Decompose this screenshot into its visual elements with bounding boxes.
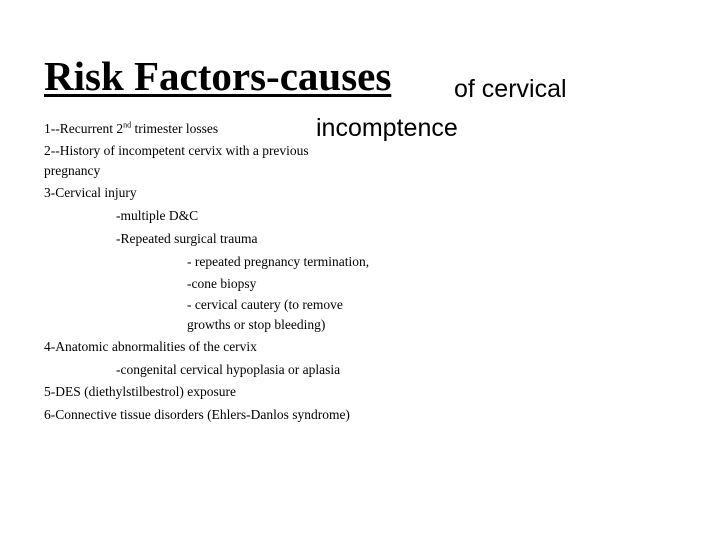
slide-title-continuation: of cervical	[454, 75, 567, 103]
ordinal-superscript: nd	[123, 120, 132, 130]
list-item-connective-tissue: 6-Connective tissue disorders (Ehlers-Danlos syndrome)	[44, 407, 350, 422]
list-item-des: 5-DES (diethylstilbestrol) exposure	[44, 384, 236, 399]
list-item-cervical-injury: 3-Cervical injury	[44, 185, 137, 200]
slide-title-second-line: incomptence	[316, 114, 458, 142]
slide-title: Risk Factors-causes	[44, 53, 392, 99]
list-item-history-cont: pregnancy	[44, 163, 101, 178]
sub-item-dc: -multiple D&C	[116, 208, 199, 223]
list-item-history: 2--History of incompetent cervix with a previous	[44, 143, 309, 158]
list-item-recurrent-losses	[44, 122, 218, 136]
list-item-text: trimester losses	[131, 121, 219, 136]
sub-sub-item-termination: - repeated pregnancy termination,	[187, 254, 370, 269]
list-item-anatomic: 4-Anatomic abnormalities of the cervix	[44, 339, 257, 354]
sub-item-congenital: -congenital cervical hypoplasia or aplasia	[116, 362, 341, 377]
sub-sub-item-cautery-cont: growths or stop bleeding)	[187, 317, 326, 332]
sub-sub-item-cautery: - cervical cautery (to remove	[187, 297, 343, 312]
sub-sub-item-cone-biopsy: -cone biopsy	[187, 276, 257, 291]
sub-item-surgical-trauma: -Repeated surgical trauma	[116, 231, 258, 246]
list-item-text: 1--Recurrent 2	[44, 121, 124, 136]
